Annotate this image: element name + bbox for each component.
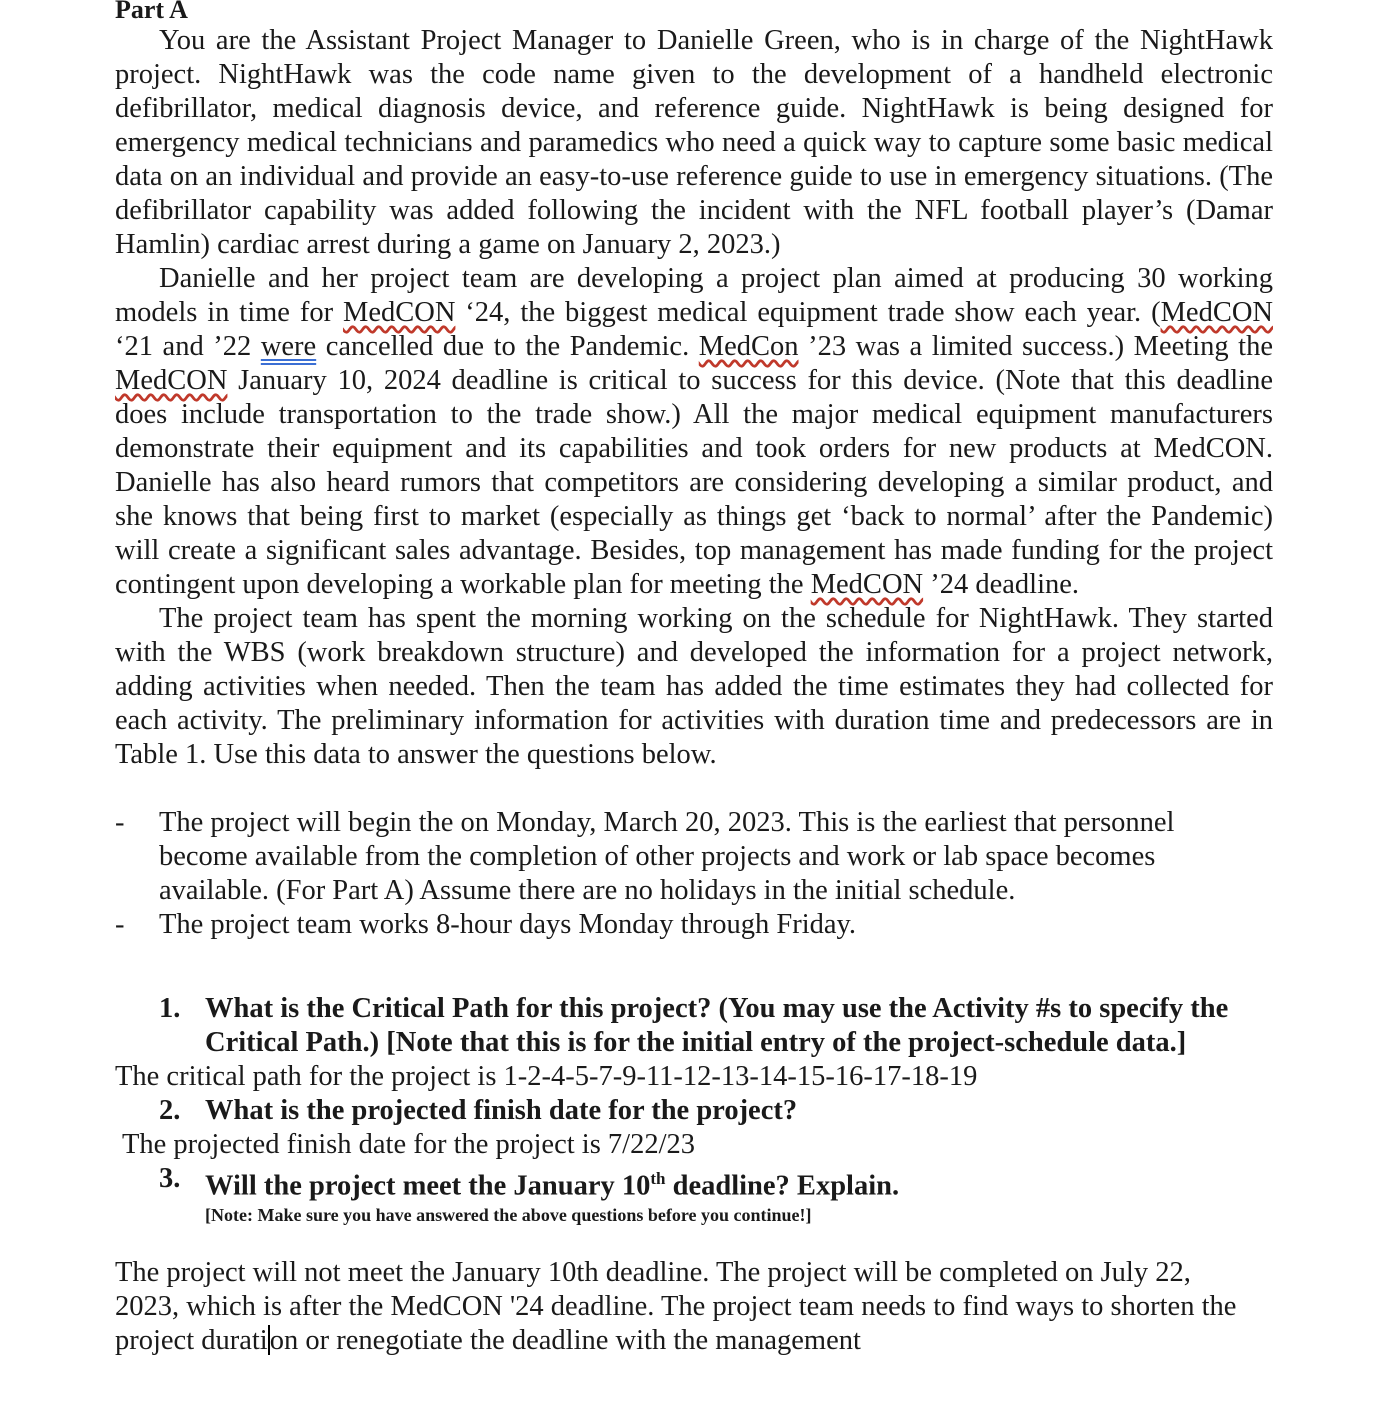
assumptions-list <box>115 806 1273 942</box>
question-2: 2. What is the projected finish date for the project? <box>159 1095 798 1126</box>
answer-1: The critical path for the project is 1-2-4-5-7-9-11-12-13-14-15-16-17-18-19 <box>115 1061 978 1092</box>
list-item: - The project will begin the on Monday, March 20, 2023. This is the earliest that personnel become available from the completion of other projects and work or lab space becomes available. (For Part A) Assume there are no holidays in the initial schedule. <box>115 807 1175 906</box>
answer-2: The projected finish date for the project is 7/22/23 <box>122 1129 695 1160</box>
document-page <box>115 0 1273 1358</box>
question-1: 1. What is the Critical Path for this project? (You may use the Activity #s to specify the Critical Path.) [Note that this is for the initial entry of the project-schedule data.] <box>159 993 1229 1058</box>
grammar-word: were <box>260 331 317 362</box>
spellcheck-word: MedCON <box>810 569 924 600</box>
deadline-paragraph: Danielle and her project team are developing a project plan aimed at producing 30 working models in time for MedCON ‘24, the biggest medical equipment trade show each year. (MedCON ‘21 and ’22 were cancelled due to the Pandemic. MedCon ’23 was a limited success.) Meeting the MedCON January 10, 2024 deadline is critical to success for this device. (Note that this deadline does include transportation to the trade show.) All the major medical equipment manufacturers demonstrate their equipment and its capabilities and took orders for new products at MedCON. Danielle has also heard rumors that competitors are considering developing a similar product, and she knows that being first to market (especially as things get ‘back to normal’ after the Pandemic) will create a significant sales advantage. Besides, top management has made funding for the project contingent upon developing a workable plan for meeting the MedCON ’24 deadline. <box>115 263 1273 600</box>
spellcheck-word: MedCon <box>698 331 799 362</box>
answer-3[interactable]: The project will not meet the January 10th deadline. The project will be completed on July 22, 2023, which is after the MedCON '24 deadline. The project team needs to find ways to shorten the project duration or renegotiate the deadline with the management <box>115 1256 1237 1356</box>
intro-paragraph: You are the Assistant Project Manager to Danielle Green, who is in charge of the NightHawk project. NightHawk was the code name given to the development of a handheld electronic defibrillator, medical diagnosis device, and reference guide. NightHawk is being designed for emergency medical technicians and paramedics who need a quick way to capture some basic medical data on an individual and provide an easy-to-use reference guide to use in emergency situations. (The defibrillator capability was added following the incident with the NFL football player’s (Damar Hamlin) cardiac arrest during a game on January 2, 2023.) <box>115 25 1273 260</box>
schedule-paragraph: The project team has spent the morning working on the schedule for NightHawk. They started with the WBS (work breakdown structure) and developed the information for a project network, adding activities when needed. Then the team has added the time estimates they had collected for each activity. The preliminary information for activities with duration time and predecessors are in Table 1. Use this data to answer the questions below. <box>115 603 1273 770</box>
question-3: 3. Will the project meet the January 10th deadline? Explain. <box>159 1163 900 1202</box>
spellcheck-word: MedCON <box>115 365 228 396</box>
note-text: [Note: Make sure you have answered the above questions before you continue!] <box>205 1204 812 1225</box>
part-heading: Part A <box>115 0 188 24</box>
list-item: - The project team works 8-hour days Monday through Friday. <box>115 909 857 940</box>
spellcheck-word: MedCON <box>342 297 456 328</box>
spellcheck-word: MedCON <box>1160 297 1273 328</box>
spellcheck-word: MedCON <box>390 1290 503 1322</box>
